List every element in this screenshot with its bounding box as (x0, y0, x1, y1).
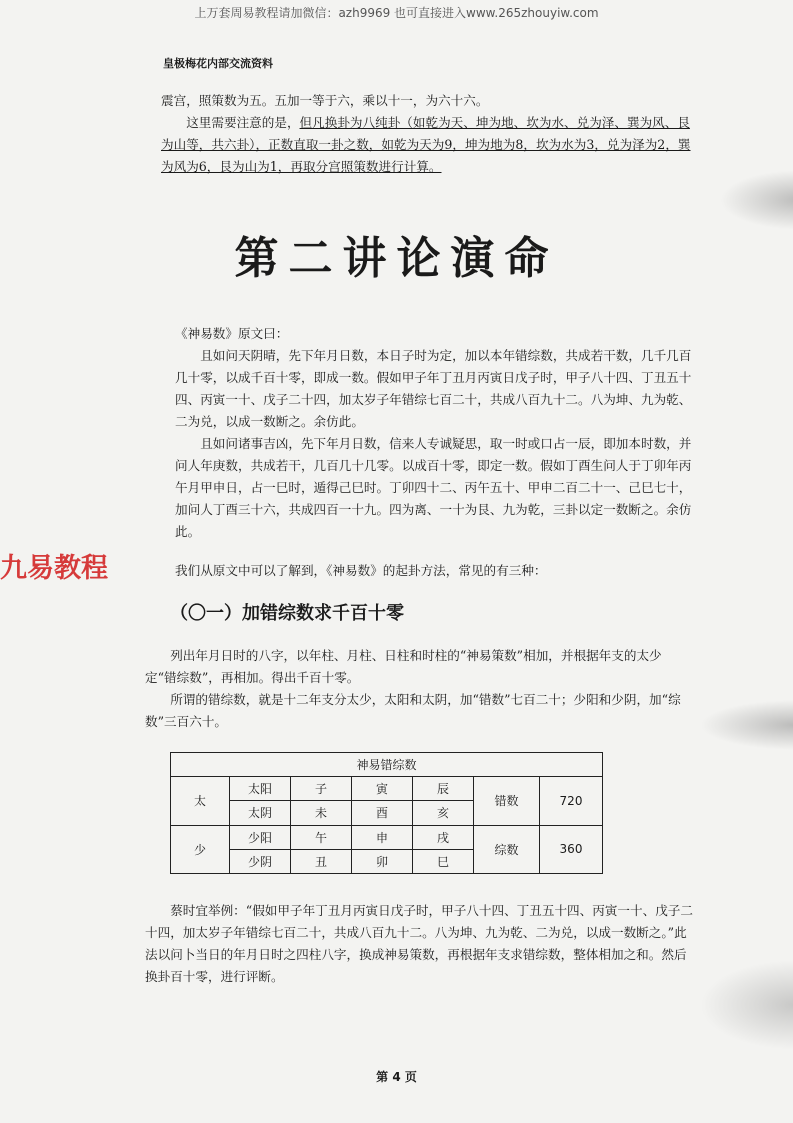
row-name: 太阴 (230, 801, 291, 825)
branch-cell: 卯 (352, 849, 413, 873)
branch-cell: 辰 (413, 777, 474, 801)
value-cell-360: 360 (540, 825, 603, 873)
scan-shadow (700, 960, 793, 1050)
watermark-banner: 上万套周易教程请加微信：azh9969 也可直接进入www.265zhouyiw.com (194, 6, 599, 20)
lecture-title: 第二讲论演命 (234, 233, 559, 284)
group-label-tai: 太 (171, 777, 230, 825)
methods-intro: 我们从原文中可以了解到，《神易数》的起卦方法，常见的有三种： (175, 563, 547, 578)
branch-cell: 酉 (352, 801, 413, 825)
row-name: 太阳 (230, 777, 291, 801)
quote-source: 《神易数》原文曰： (175, 326, 289, 341)
quote-paragraph-1: 且如问天阴晴，先下年月日数，本日子时为定，加以本年错综数，共成若干数，几千几百几十零，以成千百十零，即成一数。假如甲子年丁丑月丙寅日戊子时，甲子八十四、丁丑五十四、丙寅一十、戊子二十四，加太岁子年错综七百二十，共成八百九十二。八为坤、九为乾、二为兑，以成一数断之。余仿此。 (175, 348, 692, 429)
branch-cell: 丑 (291, 849, 352, 873)
branch-cell: 未 (291, 801, 352, 825)
branch-cell: 午 (291, 825, 352, 849)
example-paragraph: 蔡时宜举例：“假如甲子年丁丑月丙寅日戊子时，甲子八十四、丁丑五十四、丙寅一十、戊子二十四，加太岁子年错综七百二十，共成八百九十二。八为坤、九为乾、二为兑，以成一数断之。”此法以问卜当日的年月日时之四柱八字，换成神易策数，再根据年支求错综数，整体相加之和。然后换卦百十零，进行评断。 (145, 903, 693, 984)
table-caption: 神易错综数 (171, 753, 603, 777)
body-paragraph-1: 列出年月日时的八字，以年柱、月柱、日柱和时柱的“神易策数”相加，并根据年支的太少定“错综数”，再相加。得出千百十零。 (145, 648, 662, 685)
body-block (145, 645, 690, 733)
value-cell-720: 720 (540, 777, 603, 825)
branch-cell: 子 (291, 777, 352, 801)
note-underlined: 但凡换卦为八纯卦（如乾为天、坤为地、坎为水、兑为泽、巽为风、艮为山等，共六卦），正数直取一卦之数，如乾为天为9，坤为地为8，坎为水为3，兑为泽为2，巽为风为6，艮为山为1，再取分宫照策数进行计算。 (161, 115, 691, 174)
kind-cell-zong: 综数 (474, 825, 540, 873)
quote-paragraph-2: 且如问诸事吉凶，先下年月日数，信来人专诚疑思，取一时或口占一辰，即加本时数，并问人年庚数，共成若干，几百几十几零。以成百十零，即定一数。假如丁酉生问人于丁卯年丙午月甲申日，占一巳时，遁得己巳时。丁卯四十二、丙午五十、甲申二百二十一、己巳七十，加问人丁酉三十六，共成四百一十九。四为离、一十为艮、九为乾，三卦以定一数断之。余仿此。 (175, 436, 692, 539)
intro-line: 震宫，照策数为五。五加一等于六，乘以十一，为六十六。 (161, 93, 489, 108)
body-paragraph-2: 所谓的错综数，就是十二年支分太少，太阳和太阴，加“错数”七百二十；少阳和少阴，加“综数”三百六十。 (145, 692, 681, 729)
branch-cell: 申 (352, 825, 413, 849)
row-name: 少阳 (230, 825, 291, 849)
quote-block (175, 323, 700, 543)
page-number: 第 4 页 (376, 1070, 417, 1084)
side-watermark-label: 九易教程 (0, 553, 108, 584)
branch-cell: 亥 (413, 801, 474, 825)
cuozong-table (170, 752, 603, 874)
kind-cell-cuo: 错数 (474, 777, 540, 825)
branch-cell: 巳 (413, 849, 474, 873)
note-paragraph (161, 112, 701, 178)
scan-shadow (720, 170, 793, 230)
document-header: 皇极梅花内部交流资料 (163, 57, 273, 70)
section-title: （〇一）加错综数求千百十零 (170, 603, 404, 624)
branch-cell: 寅 (352, 777, 413, 801)
note-lead: 这里需要注意的是， (186, 115, 300, 130)
row-name: 少阴 (230, 849, 291, 873)
scan-shadow (700, 700, 793, 750)
branch-cell: 戌 (413, 825, 474, 849)
group-label-shao: 少 (171, 825, 230, 873)
